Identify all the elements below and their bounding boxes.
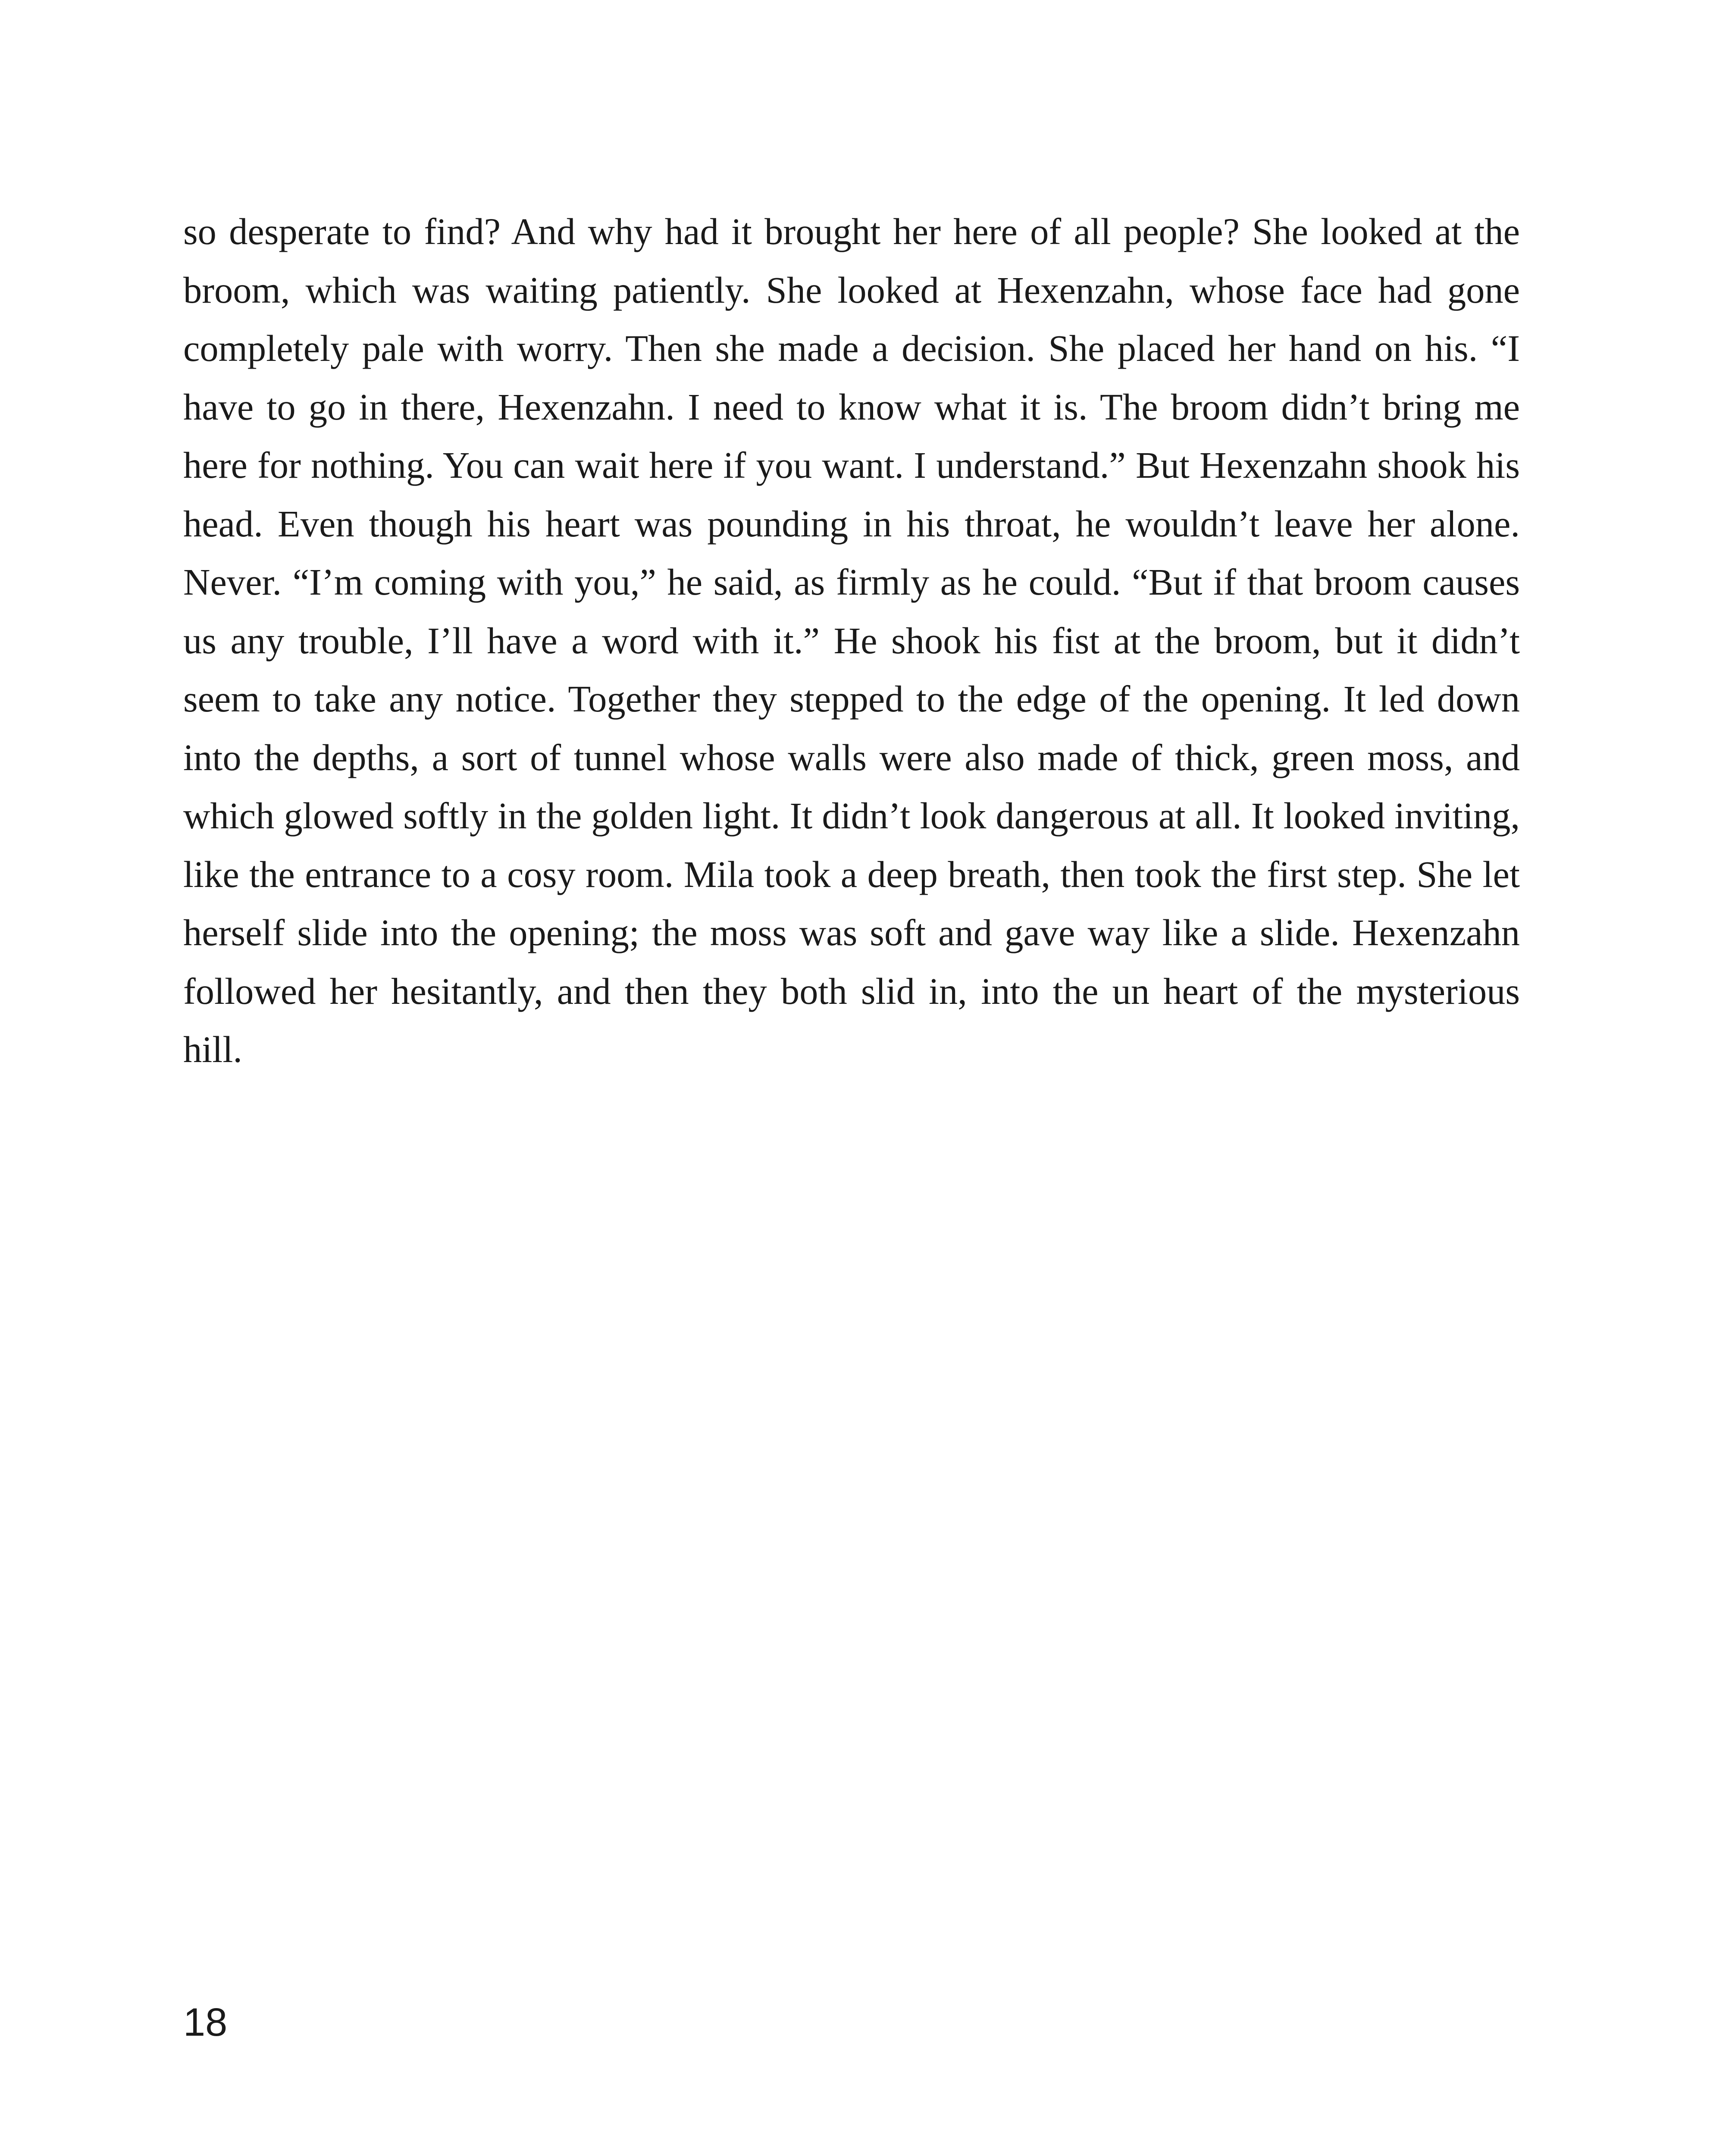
page-number: 18 [183,2000,228,2044]
body-paragraph: so desperate to find? And why had it brought her here of all people? She looked at the broom, which was waiting patiently. She looked at Hexenzahn, whose face had gone completely pale with worry. Then she made a decision. She placed her hand on his. “I have to go in there, Hexenzahn. I need to know what it is. The broom didn’t bring me here for nothing. You can wait here if you want. I understand.” But Hexenzahn shook his head. Even though his heart was pounding in his throat, he wouldn’t leave her alone. Never. “I’m coming with you,” he said, as firmly as he could. “But if that broom causes us any trouble, I’ll have a word with it.” He shook his fist at the broom, but it didn’t seem to take any notice. Together they stepped to the edge of the opening. It led down into the depths, a sort of tunnel whose walls were also made of thick, green moss, and which glowed softly in the golden light. It didn’t look dangerous at all. It looked inviting, like the entrance to a cosy room. Mila took a deep breath, then took the first step. She let herself slide into the opening; the moss was soft and gave way like a slide. Hexenzahn followed her hesitantly, and then they both slid in, into the un heart of the mysterious hill. [183,211,1520,1070]
